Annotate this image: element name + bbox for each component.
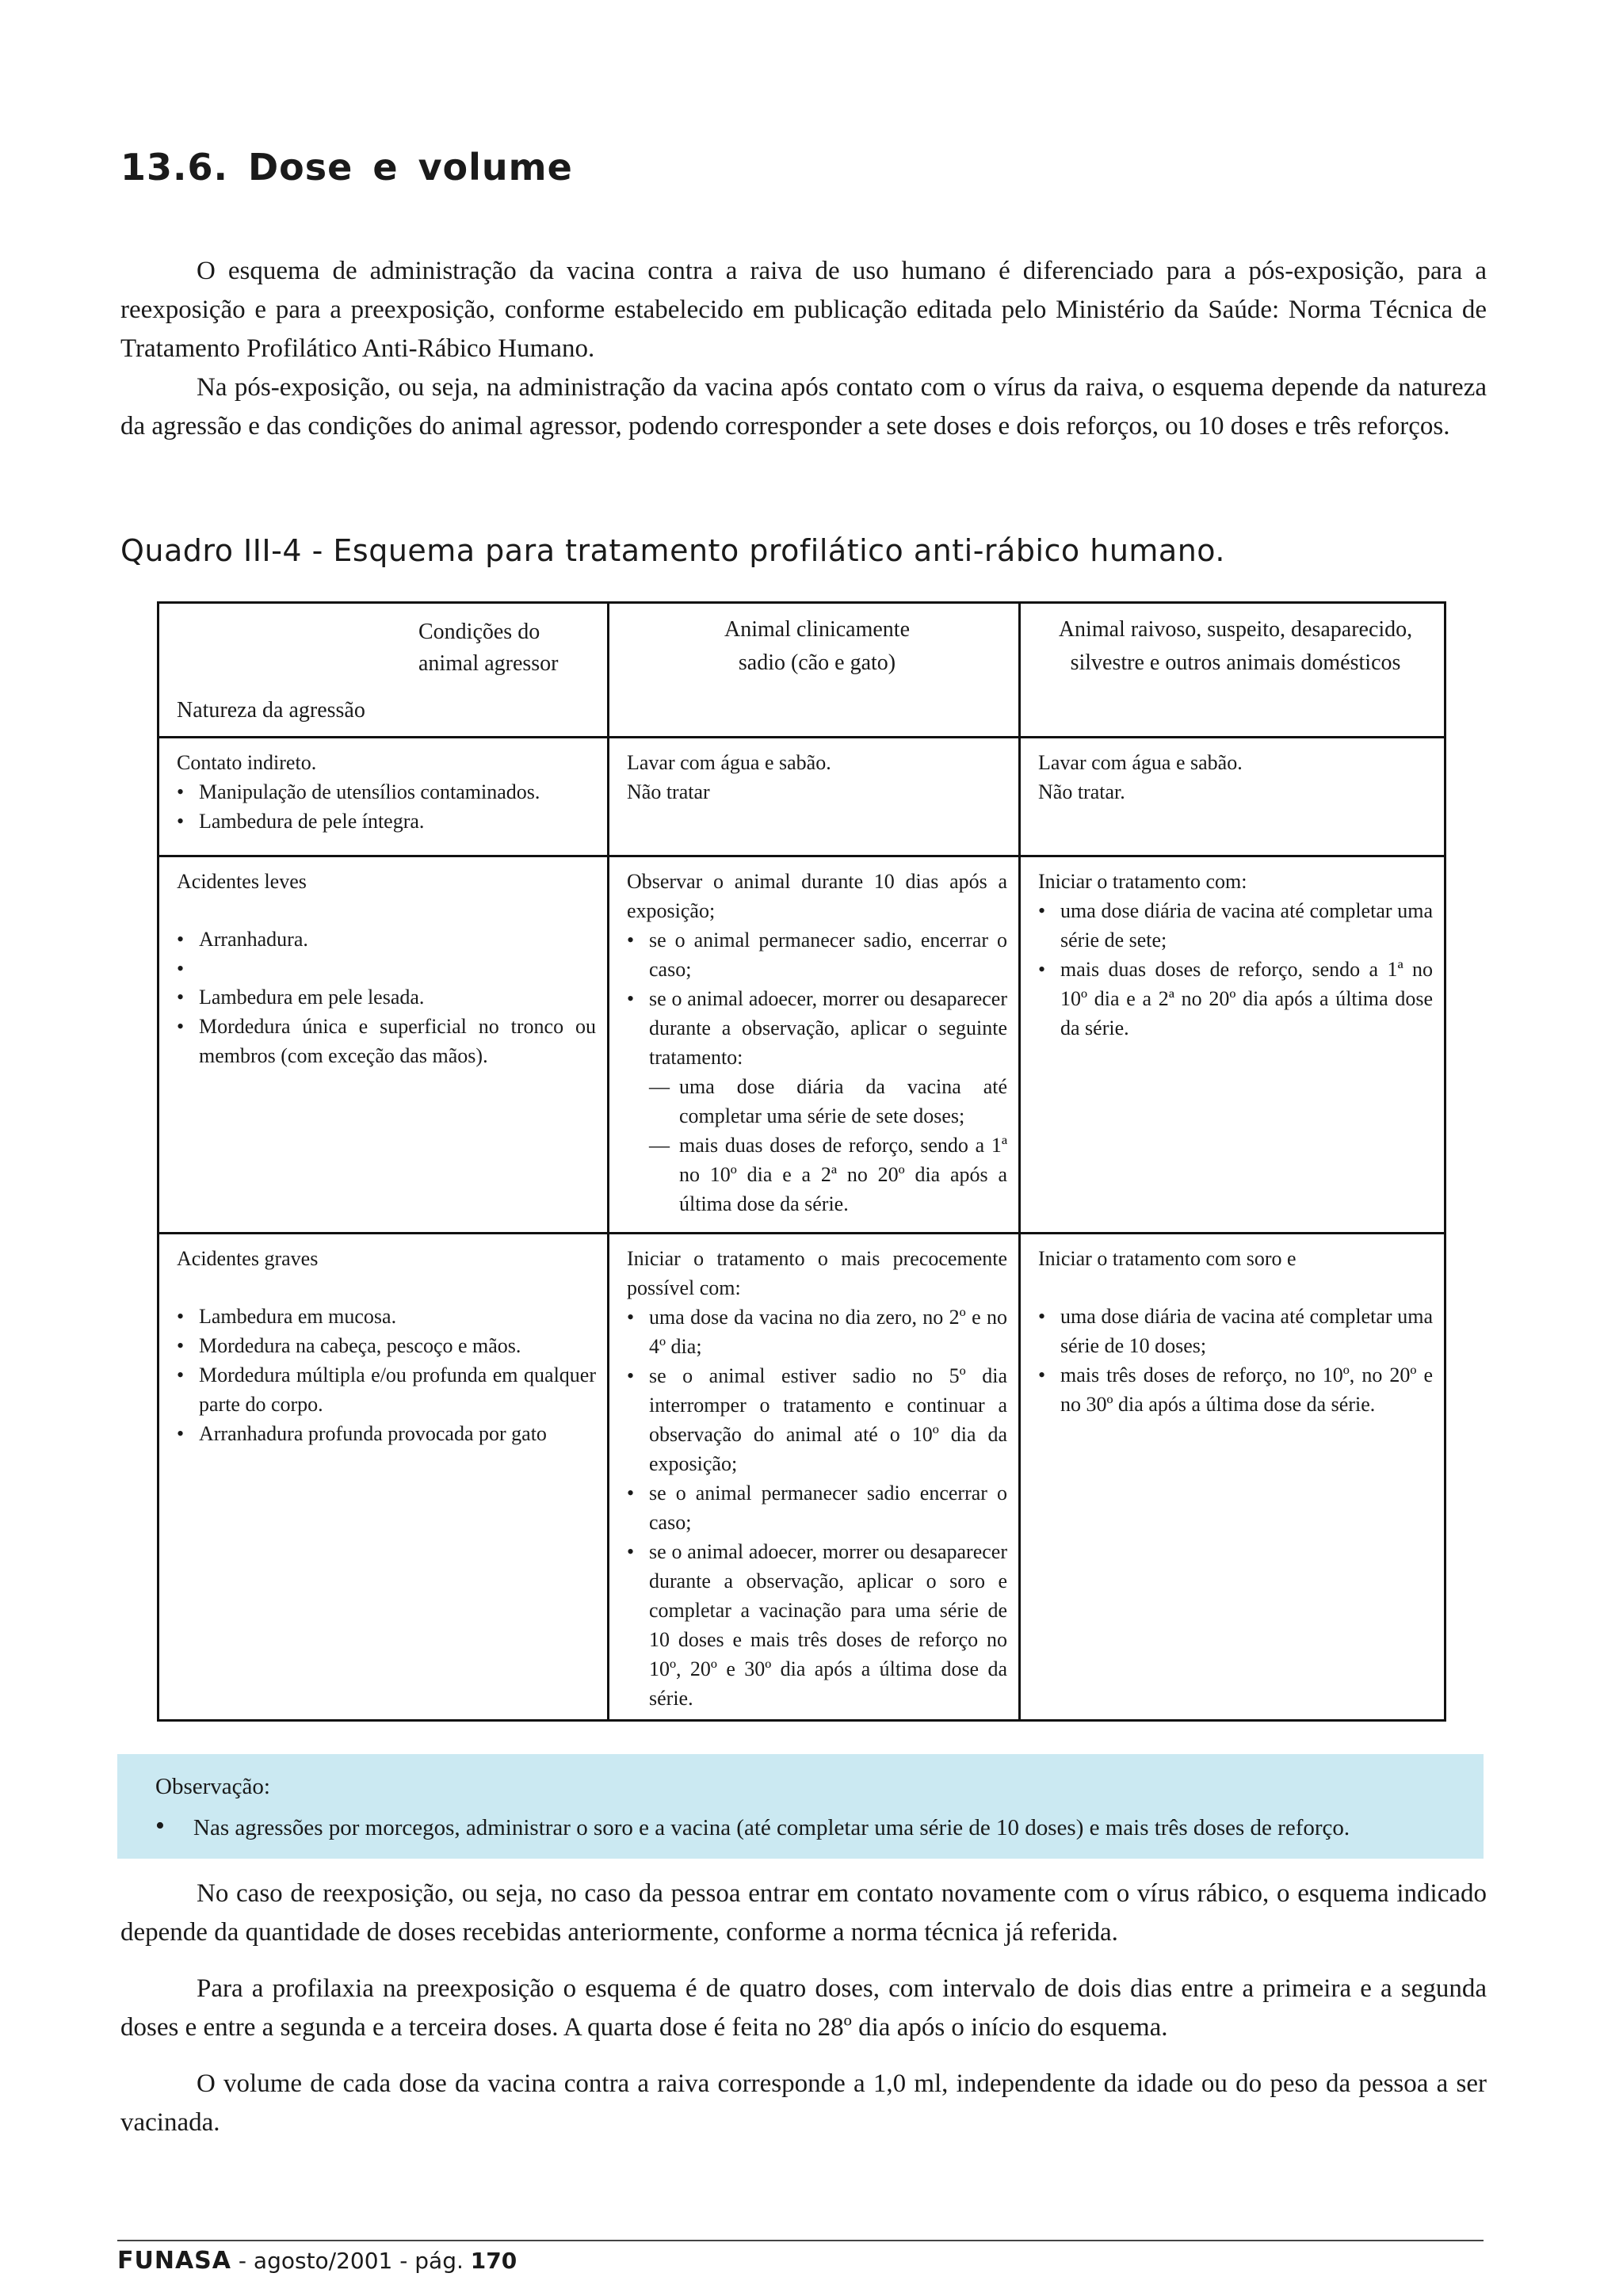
observation-box (117, 1754, 1484, 1859)
list-item: • uma dose diária de vacina até completar uma série de 10 doses; (1038, 1302, 1433, 1360)
list-item: • se o animal permanecer sadio, encerrar o caso; (627, 925, 1007, 984)
contato-title: Contato indireto. (177, 751, 317, 774)
graves-sadio-intro: Iniciar o tratamento o mais precocemente possível com: (627, 1247, 1007, 1299)
list-item: • uma dose da vacina no dia zero, no 2º e no 4º dia; (627, 1302, 1007, 1361)
closing-paragraph-2: Para a profilaxia na preexposição o esquema é de quatro doses, com intervalo de dois dias entre a primeira e a segunda doses e entre a segunda e a terceira doses. A quarta dose é feita no 28º dia após o início do esquema. (120, 1974, 1487, 2042)
contato-raivoso-line-2: Não tratar. (1038, 780, 1125, 803)
contato-sadio-line-2: Não tratar (627, 780, 710, 803)
section-title: 13.6. Dose e volume (120, 146, 573, 189)
leves-raivoso-intro: Iniciar o tratamento com: (1038, 870, 1247, 893)
table-row (158, 738, 1445, 856)
list-item: — mais duas doses de reforço, sendo a 1ª no 10º dia e a 2ª no 20º dia após a última dose da série. (649, 1131, 1007, 1219)
list-item: • se o animal permanecer sadio encerrar o caso; (627, 1478, 1007, 1537)
observation-item: • Nas agressões por morcegos, administrar o soro e a vacina (até completar uma série de 10 doses) e mais três doses de reforço. (155, 1811, 1484, 1844)
list-item: • Arranhadura profunda provocada por gato (177, 1419, 596, 1448)
list-item: — uma dose diária da vacina até completar uma série de sete doses; (649, 1072, 1007, 1131)
treatment-table (157, 601, 1446, 1722)
page-footer (117, 2247, 517, 2275)
graves-cell (158, 1234, 609, 1721)
list-item: • se o animal estiver sadio no 5º dia interromper o tratamento e continuar a observação do animal até o 10º dia da exposição; (627, 1361, 1007, 1478)
header-animal-raivoso: Animal raivoso, suspeito, desaparecido, silvestre e outros animais domésticos (1020, 603, 1445, 738)
intro-paragraph-2: Na pós-exposição, ou seja, na administração da vacina após contato com o vírus da raiva, o esquema depende da natureza da agressão e das condições do animal agressor, podendo corresponder a sete doses e dois reforços, ou 10 doses e três reforços. (120, 373, 1487, 441)
list-item: • Mordedura na cabeça, pescoço e mãos. (177, 1331, 596, 1360)
list-item: • Manipulação de utensílios contaminados. (177, 777, 596, 807)
intro-paragraph-1: O esquema de administração da vacina contra a raiva de uso humano é diferenciado para a pós-exposição, para a reexposição e para a preexposição, conforme estabelecido em publicação editada pelo Ministério da Saúde: Norma Técnica de Tratamento Profilático Anti-Rábico Humano. (120, 257, 1487, 363)
footer-brand: FUNASA (117, 2247, 232, 2275)
graves-raivoso-cell (1020, 1234, 1445, 1721)
footer-date: - agosto/2001 - pág. (231, 2248, 471, 2274)
list-item: • mais duas doses de reforço, sendo a 1ª no 10º dia e a 2ª no 20º dia após a última dose da série. (1038, 955, 1433, 1043)
contato-raivoso-cell (1020, 738, 1445, 856)
graves-title: Acidentes graves (177, 1247, 319, 1270)
contato-sadio-line-1: Lavar com água e sabão. (627, 751, 831, 774)
table-row (158, 1234, 1445, 1721)
list-item: • Mordedura múltipla e/ou profunda em qualquer parte do corpo. (177, 1360, 596, 1419)
contato-cell (158, 738, 609, 856)
leves-title: Acidentes leves (177, 870, 307, 893)
closing-paragraph-3: O volume de cada dose da vacina contra a raiva corresponde a 1,0 ml, independente da idade ou do peso da pessoa a ser vacinada. (120, 2069, 1487, 2137)
graves-sadio-cell (609, 1234, 1020, 1721)
quadro-title: Quadro III-4 - Esquema para tratamento profilático anti-rábico humano. (120, 533, 1225, 568)
leves-cell (158, 856, 609, 1234)
header-corner-cell (158, 603, 609, 738)
leves-sadio-intro: Observar o animal durante 10 dias após a exposição; (627, 870, 1007, 922)
list-item: • Lambedura em mucosa. (177, 1302, 596, 1331)
list-item: • Arranhadura. (177, 925, 596, 954)
header-condicoes: Condições do animal agressor (418, 620, 559, 676)
list-item: • se o animal adoecer, morrer ou desaparecer durante a observação, aplicar o soro e completar a vacinação para uma série de 10 doses e mais três doses de reforço no 10º, 20º e 30º dia após a última dose da série. (627, 1537, 1007, 1713)
header-natureza: Natureza da agressão (177, 698, 365, 723)
list-item: • uma dose diária de vacina até completar uma série de sete; (1038, 896, 1433, 955)
footer-divider (117, 2240, 1484, 2241)
observation-label: Observação: (155, 1774, 270, 1799)
table-row (158, 856, 1445, 1234)
list-item: • Mordedura única e superficial no tronco ou membros (com exceção das mãos). (177, 1012, 596, 1070)
list-item: • se o animal adoecer, morrer ou desaparecer durante a observação, aplicar o seguinte tratamento: (627, 984, 1007, 1072)
list-item: • Lambedura em pele lesada. (177, 982, 596, 1012)
table-header-row (158, 603, 1445, 738)
list-item: • mais três doses de reforço, no 10º, no 20º e no 30º dia após a última dose da série. (1038, 1360, 1433, 1419)
contato-raivoso-line-1: Lavar com água e sabão. (1038, 751, 1243, 774)
footer-page-number: 170 (470, 2248, 517, 2274)
leves-sadio-cell (609, 856, 1020, 1234)
header-animal-sadio: Animal clinicamente sadio (cão e gato) (609, 603, 1020, 738)
closing-paragraph-1: No caso de reexposição, ou seja, no caso da pessoa entrar em contato novamente com o vírus rábico, o esquema indicado depende da quantidade de doses recebidas anteriormente, conforme a norma técnica já referida. (120, 1879, 1487, 1947)
graves-raivoso-intro: Iniciar o tratamento com soro e (1038, 1247, 1296, 1270)
leves-raivoso-cell (1020, 856, 1445, 1234)
list-item: • Lambedura de pele íntegra. (177, 807, 596, 836)
contato-sadio-cell (609, 738, 1020, 856)
